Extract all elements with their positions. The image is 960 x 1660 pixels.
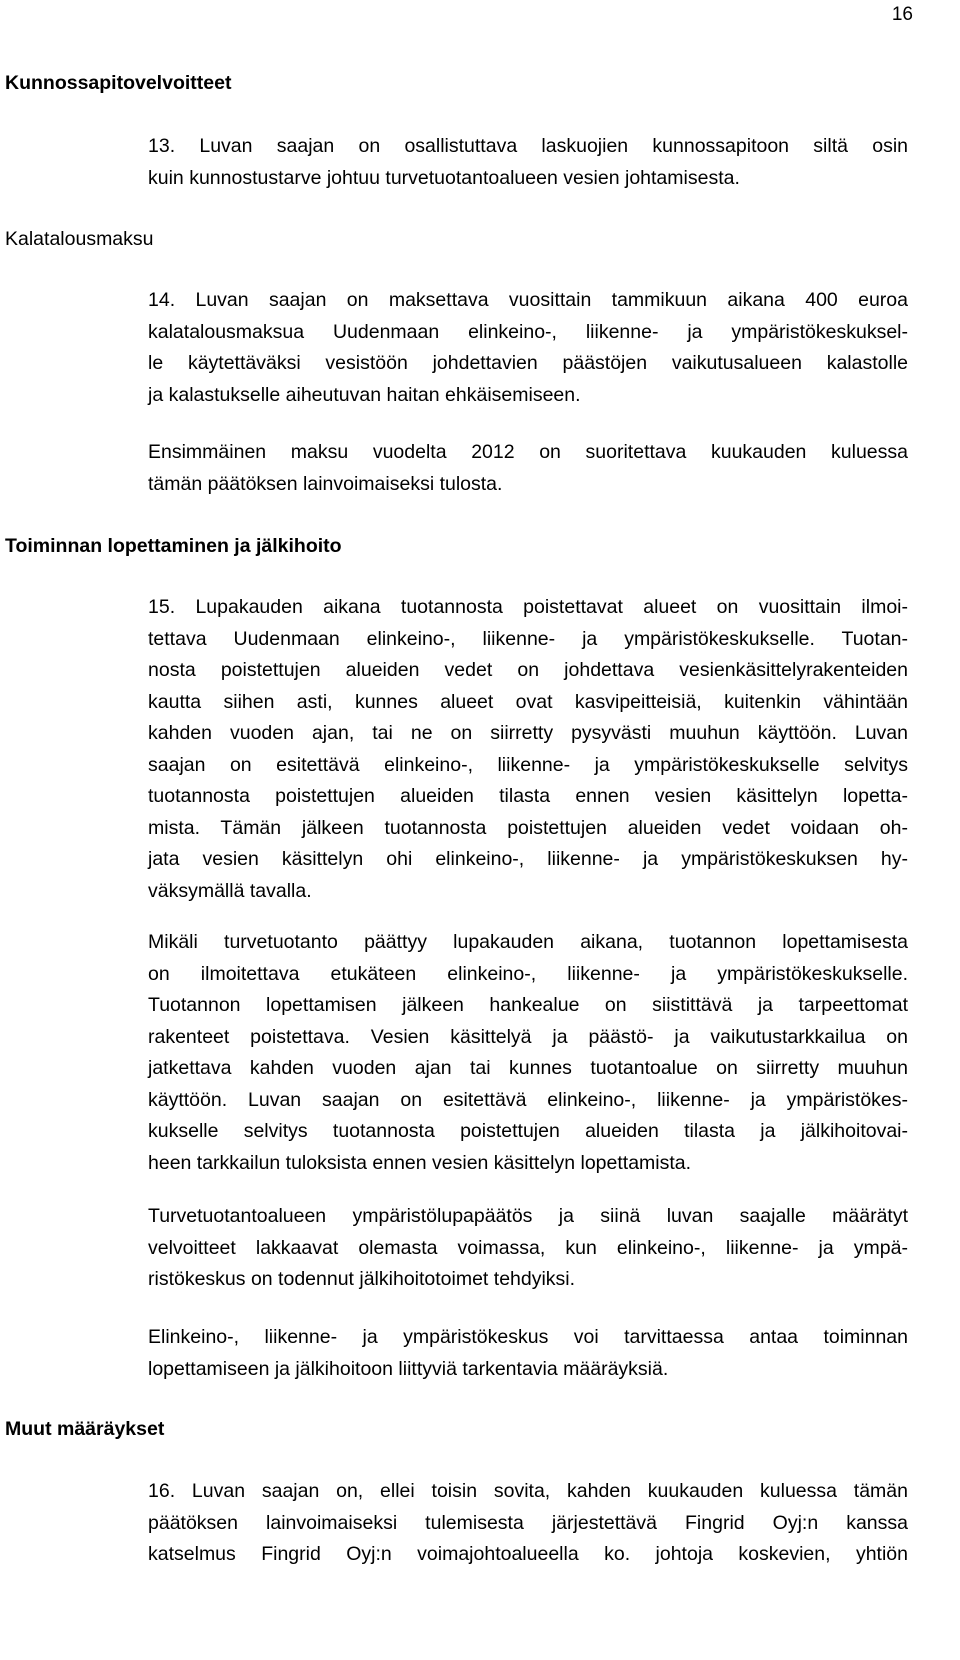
paragraph-15-orders — [148, 1322, 908, 1385]
text-line: ristökeskus on todennut jälkihoitotoimet tehdyiksi. — [148, 1268, 576, 1290]
text-line: kuin kunnostustarve johtuu turvetuotantoalueen vesien johtamisesta. — [148, 166, 740, 189]
text-line: nosta poistettujen alueiden vedet on johdettava vesienkäsittelyrakenteiden — [148, 659, 908, 681]
paragraph-14 — [148, 285, 908, 411]
text-line: mista. Tämän jälkeen tuotannosta poistettujen alueiden vedet voidaan oh- — [148, 816, 908, 839]
text-line: kalatalousmaksua Uudenmaan elinkeino-, liikenne- ja ympäristökeskuksel- — [148, 320, 908, 343]
text-line: tuotannosta poistettujen alueiden tilasta ennen vesien käsittelyn lopetta- — [148, 785, 908, 807]
text-line: le käytettäväksi vesistöön johdettavien päästöjen vaikutusalueen kalastolle — [148, 352, 908, 374]
paragraph-16 — [148, 1476, 908, 1571]
text-line: 13. Luvan saajan on osallistuttava laskuojien kunnossapitoon siltä osin — [148, 135, 908, 157]
text-line: saajan on esitettävä elinkeino-, liikenne- ja ympäristökeskukselle selvitys — [148, 753, 908, 776]
text-line: 16. Luvan saajan on, ellei toisin sovita, kahden kuukauden kuluessa tämän — [148, 1480, 908, 1502]
text-line: 14. Luvan saajan on maksettava vuosittain tammikuun aikana 400 euroa — [148, 289, 908, 311]
text-line: tämän päätöksen lainvoimaiseksi tulosta. — [148, 472, 503, 495]
heading-kunnossapitovelvoitteet: Kunnossapitovelvoitteet — [5, 72, 232, 94]
heading-kalatalousmaksu: Kalatalousmaksu — [5, 228, 154, 250]
text-line: käyttöön. Luvan saajan on esitettävä elinkeino-, liikenne- ja ympäristökes- — [148, 1088, 908, 1111]
text-line: kahden vuoden ajan, tai ne on siirretty pysyvästi muuhun käyttöön. Luvan — [148, 722, 908, 744]
paragraph-13 — [148, 131, 908, 194]
text-line: rakenteet poistettava. Vesien käsittelyä ja päästö- ja vaikutustarkkailua on — [148, 1025, 908, 1048]
text-line: Tuotannon lopettamisen jälkeen hankealue on siistittävä ja tarpeettomat — [148, 994, 908, 1016]
text-line: kautta siihen asti, kunnes alueet ovat kasvipeitteisiä, kuitenkin vähintään — [148, 690, 908, 713]
text-line: ja kalastukselle aiheutuvan haitan ehkäisemiseen. — [148, 383, 581, 406]
text-line: väksymällä tavalla. — [148, 879, 312, 902]
text-line: katselmus Fingrid Oyj:n voimajohtoalueella ko. johtoja koskevien, yhtiön — [148, 1543, 908, 1565]
text-line: jatkettava kahden vuoden ajan tai kunnes tuotantoalue on siirretty muuhun — [148, 1057, 908, 1079]
text-line: päätöksen lainvoimaiseksi tulemisesta järjestettävä Fingrid Oyj:n kanssa — [148, 1511, 908, 1534]
text-line: 15. Lupakauden aikana tuotannosta poistettavat alueet on vuosittain ilmoi- — [148, 596, 908, 618]
text-line: lopettamiseen ja jälkihoitoon liittyviä tarkentavia määräyksiä. — [148, 1357, 669, 1380]
text-line: Turvetuotantoalueen ympäristölupapäätös ja siinä luvan saajalle määrätyt — [148, 1205, 908, 1227]
heading-toiminnan-lopettaminen: Toiminnan lopettaminen ja jälkihoito — [5, 535, 342, 557]
paragraph-14-payment — [148, 437, 908, 500]
text-line: heen tarkkailun tuloksista ennen vesien käsittelyn lopettamista. — [148, 1151, 692, 1174]
text-line: Elinkeino-, liikenne- ja ympäristökeskus voi tarvittaessa antaa toiminnan — [148, 1326, 908, 1348]
text-line: velvoitteet lakkaavat olemasta voimassa, kun elinkeino-, liikenne- ja ympä- — [148, 1236, 908, 1259]
page-number: 16 — [891, 4, 913, 25]
text-line: kukselle selvitys tuotannosta poistettujen alueiden tilasta ja jälkihoitovai- — [148, 1120, 908, 1142]
text-line: Mikäli turvetuotanto päättyy lupakauden aikana, tuotannon lopettamisesta — [148, 931, 908, 953]
text-line: Ensimmäinen maksu vuodelta 2012 on suoritettava kuukauden kuluessa — [148, 441, 908, 463]
paragraph-15-permit — [148, 1201, 908, 1296]
paragraph-15-ending — [148, 927, 908, 1179]
text-line: on ilmoitettava etukäteen elinkeino-, liikenne- ja ympäristökeskukselle. — [148, 962, 908, 985]
text-line: tettava Uudenmaan elinkeino-, liikenne- ja ympäristökeskukselle. Tuotan- — [148, 627, 908, 650]
text-line: jata vesien käsittelyn ohi elinkeino-, liikenne- ja ympäristökeskuksen hy- — [148, 848, 908, 870]
paragraph-15 — [148, 592, 908, 907]
heading-muut-maaraykset: Muut määräykset — [5, 1418, 165, 1440]
